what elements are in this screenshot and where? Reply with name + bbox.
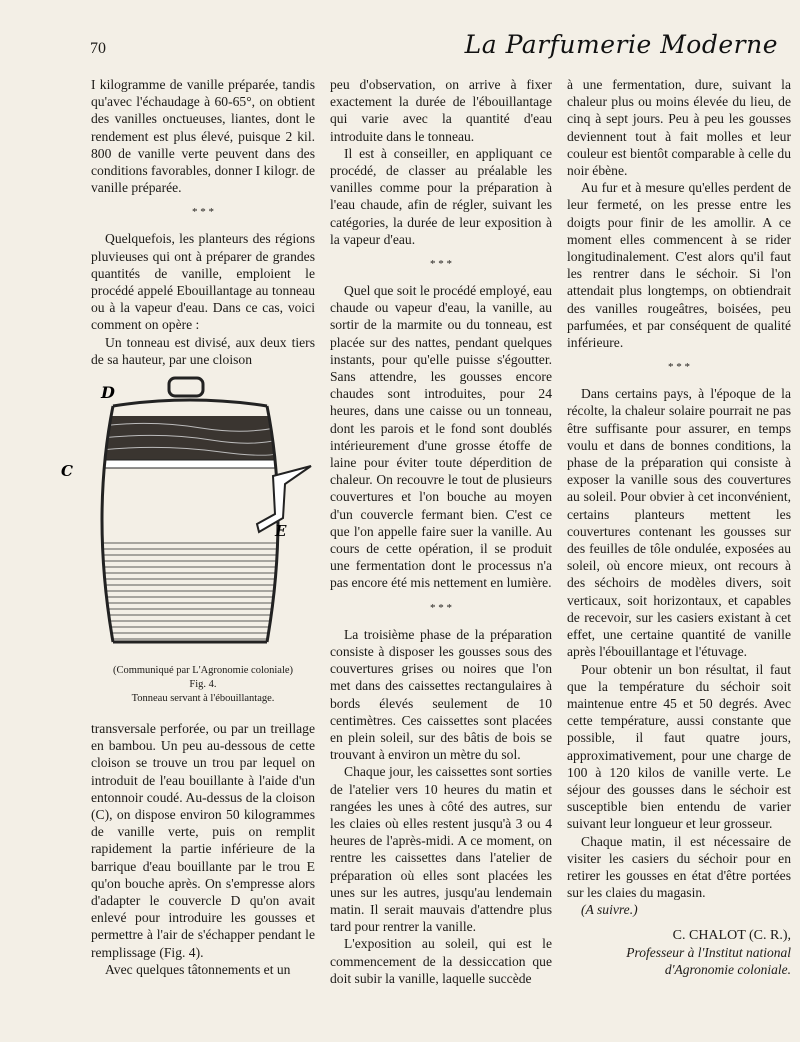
label-d: D	[101, 383, 115, 403]
figure-number: Fig. 4.	[189, 679, 217, 691]
section-separator: * * *	[668, 361, 690, 374]
page-number: 70	[90, 40, 106, 57]
paragraph: La troisième phase de la préparation consiste à disposer les gousses sous des couvertures grises ou noires que l'on met dans des caissettes rectangulaires à bords élevés seulement de 10 centimètres. Ces caissettes sont placées en plein soleil, sur des bâtis de bois se trouvant à environ un mètre du sol.	[330, 626, 552, 763]
label-c: C	[61, 462, 73, 481]
paragraph: I kilogramme de vanille préparée, tandis qu'avec l'échaudage à 60-65°, on obtient des vanilles onctueuses, liantes, dont le rendement est plus élevé, puisque 2 kil. 800 de vanille verte peuvent dans des conditions favorables, donner I kilogr. de vanille préparée.	[91, 77, 315, 196]
author-signature	[567, 927, 791, 978]
paragraph: transversale perforée, ou par un treillage en bambou. Un peu au-dessous de cette cloison se trouve un trou par lequel on introduit de l'eau bouillante à l'aide d'un entonnoir coudé. Au-dessus de la cloison (C), on dispose environ 50 kilogrammes de vanille verte, puis on remplit rapidement la partie inférieure de la barrique d'eau bouillante par le trou E qu'on bouche après. On s'empresse alors d'adapter le couvercle D qu'on avait enlevé pour introduire les gousses et permettre à l'air de s'échapper pendant le remplissage (Fig. 4).	[91, 721, 315, 960]
column-3	[567, 76, 791, 978]
figure-barrel	[61, 376, 315, 658]
paragraph: Il est à conseiller, en appliquant ce procédé, de classer au préalable les vanilles comme pour la préparation à l'eau chaude, afin de régler, suivant les catégories, la durée de leur exposition à la vapeur d'eau.	[330, 145, 552, 247]
paragraph: Chaque matin, il est nécessaire de visiter les casiers du séchoir pour en retirer les gousses en état d'être portées sur les claies du magasin.	[567, 833, 791, 901]
paragraph: à une fermentation, dure, suivant la chaleur plus ou moins élevée du lieu, de cinq à sept jours. Peu à peu les gousses deviennent tout à fait molles et leur couleur est bientôt comparable à celle du noir ébène.	[567, 77, 791, 179]
paragraph: peu d'observation, on arrive à fixer exactement la durée de l'ébouillantage qui varie avec la quantité d'eau introduite dans le tonneau.	[330, 77, 552, 144]
author-role-line1: Professeur à l'Institut national	[626, 944, 791, 960]
section-separator: * * *	[430, 601, 452, 614]
paragraph: L'exposition au soleil, qui est le commencement de la dessiccation que doit subir la vanille, laquelle succède	[330, 936, 552, 986]
figure-credit: (Communiqué par L'Agronomie coloniale)	[112, 665, 294, 677]
label-e: E	[275, 522, 287, 541]
journal-title: La Parfumerie Moderne	[464, 30, 778, 59]
paragraph: Dans certains pays, à l'époque de la récolte, la chaleur solaire pourrait ne pas être suffisante pour assurer, en temps voulu et dans de bonnes conditions, la phase de la préparation qui consiste à exposer la vanille sous des couvertures au soleil. Pour obvier à cet inconvénient, certains planteurs mettent les couvertures contenant les gousses sur des feuilles de tôle ondulée, exposées au soleil, où encore mieux, ont recours à des séchoirs de modèles divers, soit verticaux, soit horizontaux, et capables de recevoir, sur les casiers existant à cet effet, une certaine quantité de vanille après l'ébouillantage et l'étuvage.	[567, 386, 791, 660]
section-separator: * * *	[192, 206, 214, 219]
paragraph: Quelquefois, les planteurs des régions pluvieuses qui ont à préparer de grandes quantités de vanille, emploient le procédé appelé Ebouillantage au tonneau ou à la vapeur d'eau. Dans ce cas, voici comment on opère :	[91, 231, 315, 333]
author-name: C. CHALOT (C. R.),	[672, 927, 791, 943]
paragraph: Au fur et à mesure qu'elles perdent de leur fermeté, on les presse entre les doigts pour finir de les amollir. A ce moment elles commencent à se rider longitudinalement. C'est alors qu'il faut les rentrer dans le séchoir. Si l'on attendait plus longtemps, on obtiendrait des vanilles rougeâtres, boisées, peu parfumées, et par conséquent de qualité inférieure.	[567, 180, 791, 351]
figure-caption	[91, 664, 315, 706]
section-separator: * * *	[430, 258, 452, 271]
paragraph: Avec quelques tâtonnements et un	[105, 961, 291, 977]
paragraph: Chaque jour, les caissettes sont sorties de l'atelier vers 10 heures du matin et rangées les unes à côté des autres, sur les claies où elles restent jusqu'à 3 ou 4 heures de l'après-midi. A ce moment, on rentre les caissettes dans l'atelier de préparation où elles sont placées les unes sur les autres, jusqu'au lendemain matin. Il serait mauvais d'attendre plus tard pour rentrer la vanille.	[330, 764, 552, 935]
to-be-continued: (A suivre.)	[581, 902, 638, 918]
paragraph: Un tonneau est divisé, aux deux tiers de sa hauteur, par une cloison	[91, 334, 315, 367]
column-2	[330, 76, 552, 987]
figure-title: Tonneau servant à l'ébouillantage.	[131, 693, 275, 705]
column-1	[61, 76, 315, 978]
barrel-illustration	[61, 376, 321, 658]
paragraph: Quel que soit le procédé employé, eau chaude ou vapeur d'eau, la vanille, au sortir de la marmite ou du tonneau, est placée sur des nattes, pendant quelques instants, pour qu'elle puisse s'égoutter. Sans attendre, les gousses encore chaudes sont introduites, pour 24 heures, dans une caisse ou un tonneau, dont les parois et le fond sont doublés intérieurement d'une grosse étoffe de laine pour éviter toute déperdition de chaleur. On recouvre le tout de plusieurs couvertures et l'on bouche au moyen d'un couvercle fermant bien. C'est ce que l'on appelle faire suer la vanille. Au cours de cette opération, il se produit une fermentation dont le processus n'a pas encore été mis nettement en lumière.	[330, 283, 552, 591]
paragraph: Pour obtenir un bon résultat, il faut que la température du séchoir soit maintenue entre 45 et 50 degrés. Avec cette température, aussi constante que possible, il faut quatre jours, approximativement, pour une charge de 100 à 120 kilos de vanille verte. Le séjour des gousses dans le séchoir est susceptible bien entendu de varier suivant leur longueur et leur grosseur.	[567, 661, 791, 832]
author-role-line2: d'Agronomie coloniale.	[664, 961, 791, 977]
